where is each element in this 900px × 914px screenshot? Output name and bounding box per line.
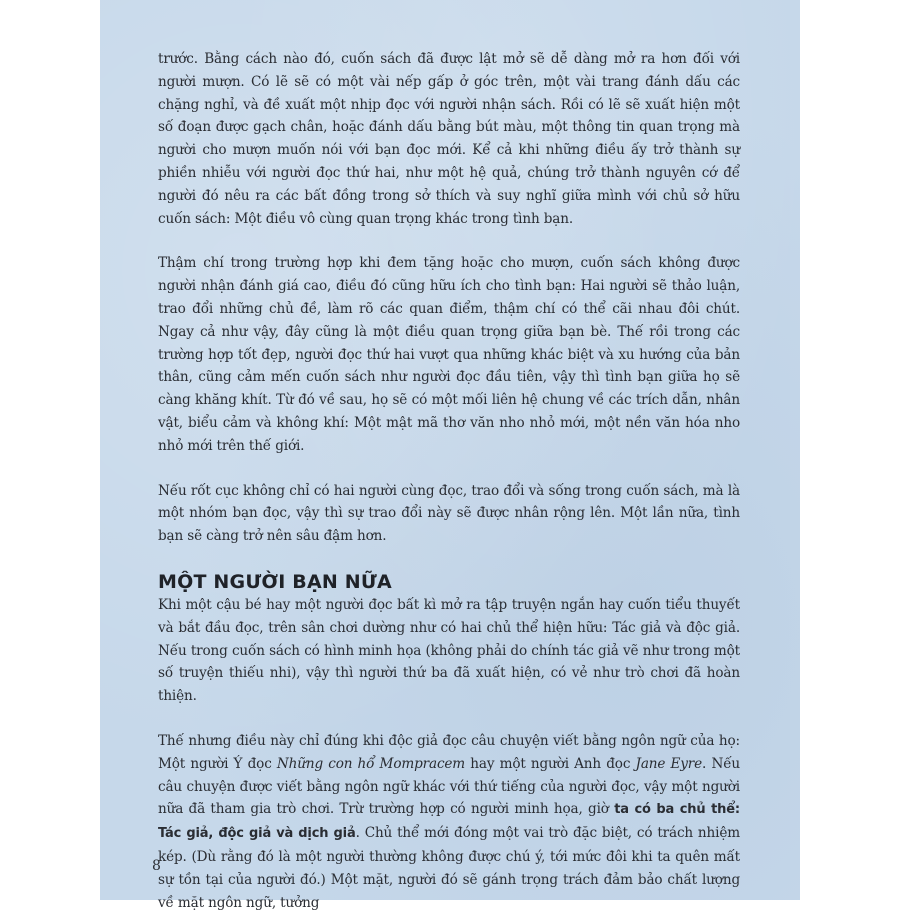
book-title-jane-eyre: Jane Eyre — [635, 755, 703, 772]
paragraph-1: trước. Bằng cách nào đó, cuốn sách đã được lật mở sẽ dễ dàng mở ra hơn đối với người mượn. Có lẽ sẽ có một vài nếp gấp ở góc trên, một vài trang đánh dấu các chặng nghỉ, và đề xuất một nhịp đọc với người nhận sách. Rồi có lẽ sẽ xuất hiện một số đoạn được gạch chân, hoặc đánh dấu bằng bút màu, một thông tin quan trọng mà người cho mượn muốn nói với bạn đọc mới. Kể cả khi những điều ấy trở thành sự phiền nhiễu với người đọc thứ hai, như một hệ quả, chúng trở thành nguyên cớ để người đó nêu ra các bất đồng trong sở thích và suy nghĩ giữa mình với chủ sở hữu cuốn sách: Một điều vô cùng quan trọng khác trong tình bạn. — [158, 51, 740, 227]
paragraph-5-part-d: . Chủ thể mới đóng một vai trò đặc biệt, có trách nhiệm kép. (Dù rằng đó là một người thường không được chú ý, tới mức đôi khi ta quên mất sự tồn tại của người đó.) Một mặt, người đó sẽ gánh trọng trách đảm bảo chất lượng về mặt ngôn ngữ, tưởng — [158, 825, 740, 911]
paragraph-5 — [158, 730, 740, 914]
paragraph-5-part-b: hay một người Anh đọc — [465, 755, 636, 772]
paragraph-2: Thậm chí trong trường hợp khi đem tặng hoặc cho mượn, cuốn sách không được người nhận đánh giá cao, điều đó cũng hữu ích cho tình bạn: Hai người sẽ thảo luận, trao đổi những chủ đề, làm rõ các quan điểm, thậm chí có thể cãi nhau đôi chút. Ngay cả như vậy, đây cũng là một điều quan trọng giữa bạn bè. Thế rồi trong các trường hợp tốt đẹp, người đọc thứ hai vượt qua những khác biệt và xu hướng của bản thân, cũng cảm mến cuốn sách như người đọc đầu tiên, vậy thì tình bạn giữa họ sẽ càng khăng khít. Từ đó về sau, họ sẽ có một mối liên hệ chung về các trích dẫn, nhân vật, biểu cảm và không khí: Một mật mã thơ văn nho nhỏ mới, một nền văn hóa nho nhỏ mới trên thế giới. — [158, 255, 740, 454]
paragraph-4: Khi một cậu bé hay một người đọc bất kì mở ra tập truyện ngắn hay cuốn tiểu thuyết và bắt đầu đọc, trên sân chơi dường như có hai chủ thể hiện hữu: Tác giả và độc giả. Nếu trong cuốn sách có hình minh họa (không phải do chính tác giả vẽ như trong một số truyện thiếu nhi), vậy thì người thứ ba đã xuất hiện, có vẻ như trò chơi đã hoàn thiện. — [158, 596, 740, 705]
book-title-tigers: Những con hổ Mompracem — [276, 755, 466, 772]
paragraph-3: Nếu rốt cục không chỉ có hai người cùng đọc, trao đổi và sống trong cuốn sách, mà là một nhóm bạn đọc, vậy thì sự trao đổi này sẽ được nhân rộng lên. Một lần nữa, tình bạn sẽ càng trở nên sâu đậm hơn. — [158, 482, 740, 545]
paragraph-5-part-a: Thế nhưng điều này chỉ đúng khi độc giả đọc câu chuyện viết bằng ngôn ngữ của họ: Một người Ý đọc — [158, 732, 740, 772]
book-page — [100, 0, 800, 911]
emphasis-three-subjects: ta có ba chủ thể: Tác giả, độc giả và dịch giả — [158, 802, 740, 842]
section-heading: MỘT NGƯỜI BẠN NỮA — [158, 570, 392, 593]
paragraph-5-part-c: . Nếu câu chuyện được viết bằng ngôn ngữ khác với thứ tiếng của người đọc, vậy một người nữa đã tham gia trò chơi. Trừ trường hợp có người minh họa, giờ — [158, 755, 741, 818]
page-number: 8 — [152, 858, 161, 874]
page-body — [158, 48, 740, 914]
